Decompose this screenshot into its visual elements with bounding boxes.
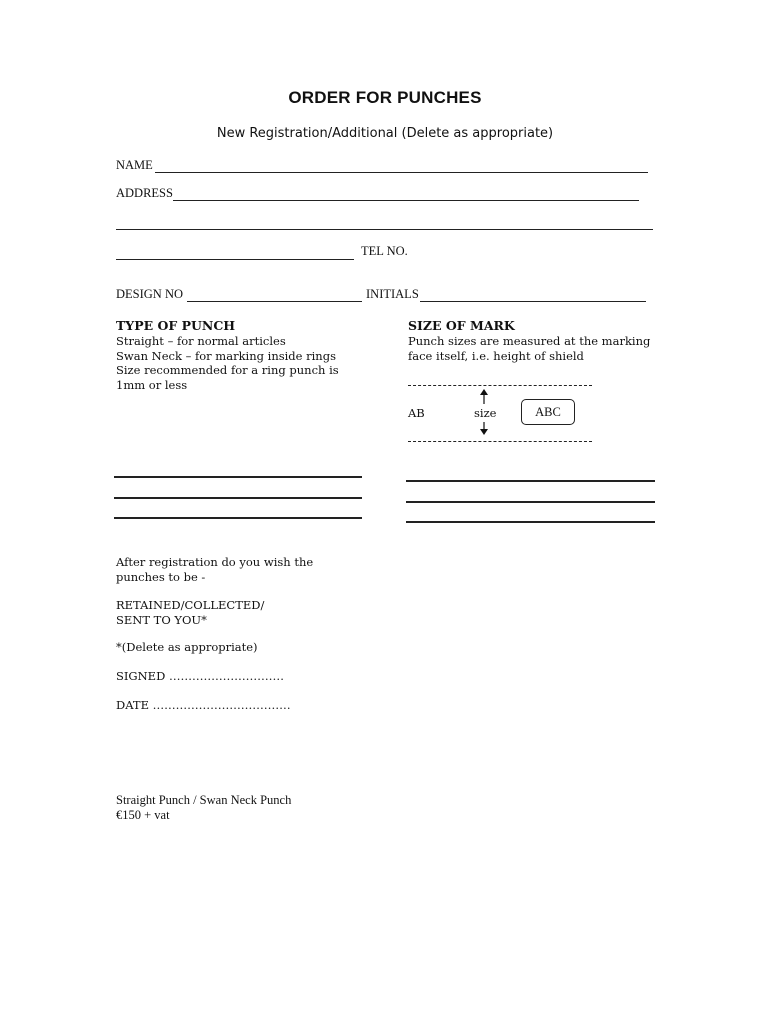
pricing-line-1: Straight Punch / Swan Neck Punch <box>116 793 292 807</box>
type-of-punch-line: Swan Neck – for marking inside rings <box>116 348 336 363</box>
size-of-mark-heading: SIZE OF MARK <box>408 318 515 333</box>
sample-mark-ab: AB <box>408 406 425 420</box>
name-label: NAME <box>116 158 153 172</box>
initials-label: INITIALS <box>366 287 419 301</box>
punch-type-line-1[interactable] <box>114 476 362 478</box>
option-line: RETAINED/COLLECTED/ <box>116 598 265 612</box>
size-guide-top-dashes <box>408 385 592 386</box>
address-field-line-3[interactable] <box>116 259 354 260</box>
type-of-punch-line: Size recommended for a ring punch is <box>116 363 339 377</box>
mark-size-line-2[interactable] <box>406 501 655 503</box>
date-field[interactable]: DATE ……………………………… <box>116 698 291 712</box>
question-line: After registration do you wish the <box>116 555 314 569</box>
size-guide-bottom-dashes <box>408 441 592 442</box>
delete-note: *(Delete as appropriate) <box>116 640 258 654</box>
size-of-mark-text <box>408 334 678 363</box>
page-title: ORDER FOR PUNCHES <box>288 88 482 107</box>
signed-field[interactable]: SIGNED ………………………… <box>116 669 284 683</box>
address-label: ADDRESS <box>116 186 173 200</box>
size-of-mark-line: face itself, i.e. height of shield <box>408 348 584 363</box>
size-label: size <box>474 406 497 420</box>
address-field-line-1[interactable] <box>173 200 639 201</box>
mark-size-line-1[interactable] <box>406 480 655 482</box>
after-registration-question <box>116 555 376 584</box>
subtitle: New Registration/Additional (Delete as appropriate) <box>216 126 554 141</box>
design-no-field[interactable] <box>187 301 362 302</box>
tel-label: TEL NO. <box>361 244 408 258</box>
design-no-label: DESIGN NO <box>116 287 184 301</box>
size-of-mark-line: Punch sizes are measured at the marking <box>408 334 651 348</box>
option-line: SENT TO YOU* <box>116 612 207 627</box>
pricing-line-2: €150 + vat <box>116 808 170 822</box>
punch-type-line-3[interactable] <box>114 517 362 519</box>
sample-mark-shield: ABC <box>521 399 575 425</box>
mark-size-line-3[interactable] <box>406 521 655 523</box>
after-registration-options <box>116 598 376 627</box>
type-of-punch-heading: TYPE OF PUNCH <box>116 318 236 333</box>
address-field-line-2[interactable] <box>116 229 653 230</box>
name-field[interactable] <box>155 172 648 173</box>
initials-field[interactable] <box>420 301 646 302</box>
type-of-punch-line: 1mm or less <box>116 377 188 392</box>
type-of-punch-text <box>116 334 386 392</box>
type-of-punch-line: Straight – for normal articles <box>116 334 286 348</box>
punch-type-line-2[interactable] <box>114 497 362 499</box>
question-line: punches to be - <box>116 569 206 584</box>
